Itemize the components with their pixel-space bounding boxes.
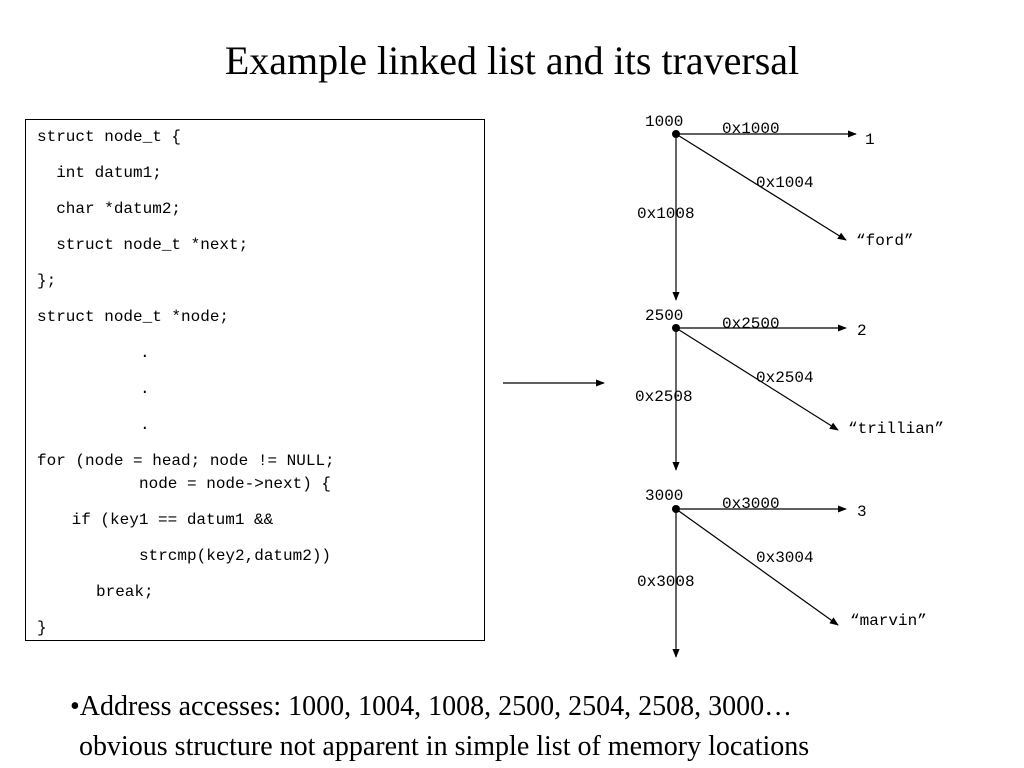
- code-line: struct node_t *node;: [37, 308, 230, 326]
- next-address: 0x3008: [637, 573, 695, 591]
- datum2-address: 0x3004: [756, 549, 814, 567]
- code-line: struct node_t *next;: [37, 236, 249, 254]
- bullet-explanation: obvious structure not apparent in simple list of memory locations: [79, 731, 810, 762]
- next-address: 0x1008: [637, 205, 695, 223]
- code-line: char *datum2;: [37, 200, 182, 218]
- datum1-value: 1: [865, 131, 875, 149]
- datum2-value: “marvin”: [850, 612, 927, 630]
- datum1-address: 0x2500: [722, 315, 780, 333]
- datum1-address: 0x1000: [722, 120, 780, 138]
- node-1000: [637, 113, 914, 300]
- datum1-value: 2: [857, 322, 867, 340]
- code-line: .: [140, 416, 150, 434]
- datum1-address: 0x3000: [722, 495, 780, 513]
- code-line: .: [140, 344, 150, 362]
- datum2-address: 0x2504: [756, 369, 814, 387]
- next-address: 0x2508: [635, 388, 693, 406]
- code-line: }: [37, 619, 47, 637]
- code-line: strcmp(key2,datum2)): [139, 547, 332, 565]
- code-line: if (key1 == datum1 &&: [62, 511, 274, 529]
- node-address: 2500: [645, 307, 684, 325]
- slide-title: Example linked list and its traversal: [224, 38, 800, 83]
- datum2-value: “trillian”: [848, 420, 945, 438]
- code-line: };: [37, 272, 57, 290]
- datum1-value: 3: [857, 503, 867, 521]
- code-line: for (node = head; node != NULL;: [37, 452, 335, 470]
- node-address: 3000: [645, 487, 684, 505]
- node-2500: [635, 307, 944, 470]
- node-address: 1000: [645, 113, 684, 131]
- datum2-address: 0x1004: [756, 174, 814, 192]
- node-3000: [637, 487, 927, 657]
- datum2-value: “ford”: [856, 232, 914, 250]
- code-line: struct node_t {: [37, 128, 182, 146]
- datum2-arrow: [676, 509, 838, 625]
- code-line: int datum1;: [37, 164, 162, 182]
- bullet-address-accesses: •Address accesses: 1000, 1004, 1008, 2500, 2504, 2508, 3000…: [70, 691, 793, 722]
- code-line: .: [140, 380, 150, 398]
- code-line: break;: [96, 583, 154, 601]
- code-line: node = node->next) {: [139, 475, 332, 493]
